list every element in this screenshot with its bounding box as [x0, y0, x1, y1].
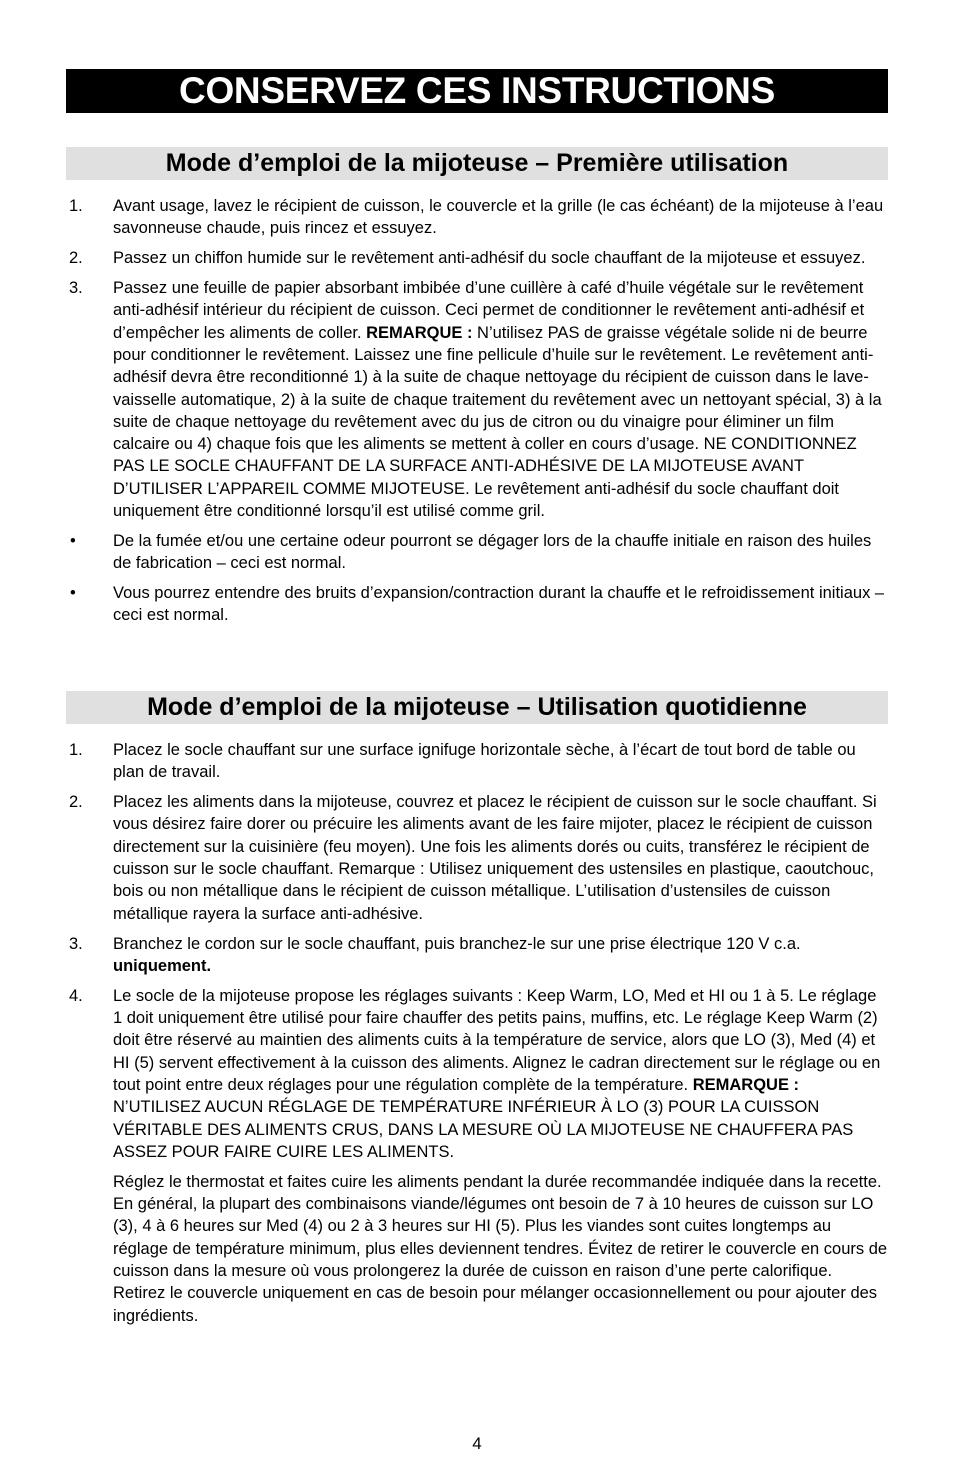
list-item	[66, 791, 888, 925]
item-number: 1.	[69, 197, 83, 215]
item-text	[113, 933, 888, 978]
item-number: 3.	[69, 934, 83, 953]
bullet-marker: •	[70, 584, 76, 603]
list-item	[66, 530, 888, 575]
item-subparagraph: Réglez le thermostat et faites cuire les aliments pendant la durée recommandée indiquée dans la recette. En général, la plupart des combinaisons viande/légumes ont besoin de 7 à 10 heures de cuisson sur LO (3), 4 à 6 heures sur Med (4) ou 2 à 3 heures sur HI (5). Plus les viandes sont cuites longtemps au réglage de température minimum, plus elles deviennent tendres. Évitez de retirer le couvercle en cours de cuisson dans la mesure où vous prolongerez la durée de cuisson en raison d’une perte calorifique. Retirez le couvercle uniquement en cas de besoin pour mélanger occasionnellement ou pour ajouter des ingrédients.	[113, 1172, 888, 1325]
item-text-part: Le socle de la mijoteuse propose les réglages suivants : Keep Warm, LO, Med et HI ou 1 à 5. Le réglage 1 doit uniquement être utilisé pour faire chauffer des petits pains, muffins, etc. Le réglage Keep Warm (2) doit être réservé au maintien des aliments cuits à la température de service, alors que LO (3), Med (4) et HI (5) servent effectivement à la cuisson des aliments. Alignez le cadran directement sur le réglage ou en tout point entre deux réglages pour une régulation complète de la température.	[113, 986, 881, 1094]
section-title-daily-use: Mode d’emploi de la mijoteuse – Utilisation quotidienne	[66, 691, 888, 724]
note-label: REMARQUE :	[692, 1075, 800, 1094]
item-number: 2.	[69, 249, 83, 268]
list-item	[66, 247, 888, 269]
item-text: Vous pourrez entendre des bruits d’expansion/contraction durant la chauffe et le refroidissement initiaux – ceci est normal.	[113, 584, 885, 625]
item-text: Passez un chiffon humide sur le revêtement anti-adhésif du socle chauffant de la mijoteuse et essuyez.	[113, 249, 866, 268]
emphasis-text: uniquement.	[113, 956, 212, 975]
list-item	[66, 933, 888, 978]
item-text-part: N’UTILISEZ AUCUN RÉGLAGE DE TEMPÉRATURE INFÉRIEUR À LO (3) POUR LA CUISSON VÉRITABLE DES ALIMENTS CRUS, DANS LA MESURE OÙ LA MIJOTEUSE NE CHAUFFERA PAS ASSEZ POUR FAIRE CUIRE LES ALIMENTS.	[113, 1098, 854, 1161]
list-item	[66, 195, 888, 240]
item-text	[113, 277, 888, 522]
item-number: 2.	[69, 793, 83, 812]
item-number: 4.	[69, 986, 83, 1005]
note-label: REMARQUE :	[366, 323, 473, 342]
item-text: Placez les aliments dans la mijoteuse, couvrez et placez le récipient de cuisson sur le socle chauffant. Si vous désirez faire dorer ou précuire les aliments avant de les faire mijoter, placez le récipient de cuisson directement sur la cuisinière (feu moyen). Une fois les aliments dorés ou cuits, transférez le récipient de cuisson sur le socle chauffant. Remarque : Utilisez uniquement des ustensiles en plastique, caoutchouc, bois ou non métallique dans le récipient de cuisson métallique. L’utilisation d’ustensiles de cuisson métallique rayera la surface anti-adhésive.	[113, 793, 877, 923]
item-text-part: Passez une feuille de papier absorbant imbibée d’une cuillère à café d’huile végétale sur le revêtement anti-adhésif intérieur du récipient de cuisson. Ceci permet de conditionner le revêtement anti-adhésif et d’empêcher les aliments de coller.	[113, 279, 865, 342]
item-text	[113, 985, 888, 1163]
list-item	[66, 985, 888, 1327]
first-use-list	[66, 195, 888, 634]
list-item	[66, 739, 888, 784]
item-number: 1.	[69, 741, 83, 759]
item-text-part: Branchez le cordon sur le socle chauffant, puis branchez-le sur une prise électrique 120 V c.a.	[113, 934, 801, 953]
list-item	[66, 582, 888, 627]
item-number: 3.	[69, 279, 83, 298]
list-item	[66, 277, 888, 522]
daily-use-list	[66, 739, 888, 1334]
section-title-first-use: Mode d’emploi de la mijoteuse – Première utilisation	[66, 147, 888, 180]
item-text: De la fumée et/ou une certaine odeur pourront se dégager lors de la chauffe initiale en raison des huiles de fabrication – ceci est normal.	[113, 531, 872, 573]
bullet-marker: •	[70, 531, 76, 550]
item-text-part: N’utilisez PAS de graisse végétale solide ni de beurre pour conditionner le revêtement. Laissez une fine pellicule d’huile sur le revêtement. Le revêtement anti-adhésif devra être reconditionné 1) à la suite de chaque nettoyage du récipient de cuisson dans le lave-vaisselle automatique, 2) à la suite de chaque traitement du revêtement avec un nettoyant spécial, 3) à la suite de chaque nettoyage du revêtement avec du jus de citron ou du vinaigre pour éliminer un film calcaire ou 4) chaque fois que les aliments se mettent à coller en cours d’usage. NE CONDITIONNEZ PAS LE SOCLE CHAUFFANT DE LA SURFACE ANTI-ADHÉSIVE DE LA MIJOTEUSE AVANT D’UTILISER L’APPAREIL COMME MIJOTEUSE. Le revêtement anti-adhésif du socle chauffant doit uniquement être conditionné lorsqu’il est utilisé comme gril.	[113, 323, 882, 521]
item-text: Placez le socle chauffant sur une surface ignifuge horizontale sèche, à l’écart de tout bord de table ou plan de travail.	[113, 741, 856, 782]
page-banner: CONSERVEZ CES INSTRUCTIONS	[66, 69, 888, 113]
page-number: 4	[472, 1434, 482, 1453]
item-text: Avant usage, lavez le récipient de cuisson, le couvercle et la grille (le cas échéant) de la mijoteuse à l’eau savonneuse chaude, puis rincez et essuyez.	[113, 197, 884, 238]
